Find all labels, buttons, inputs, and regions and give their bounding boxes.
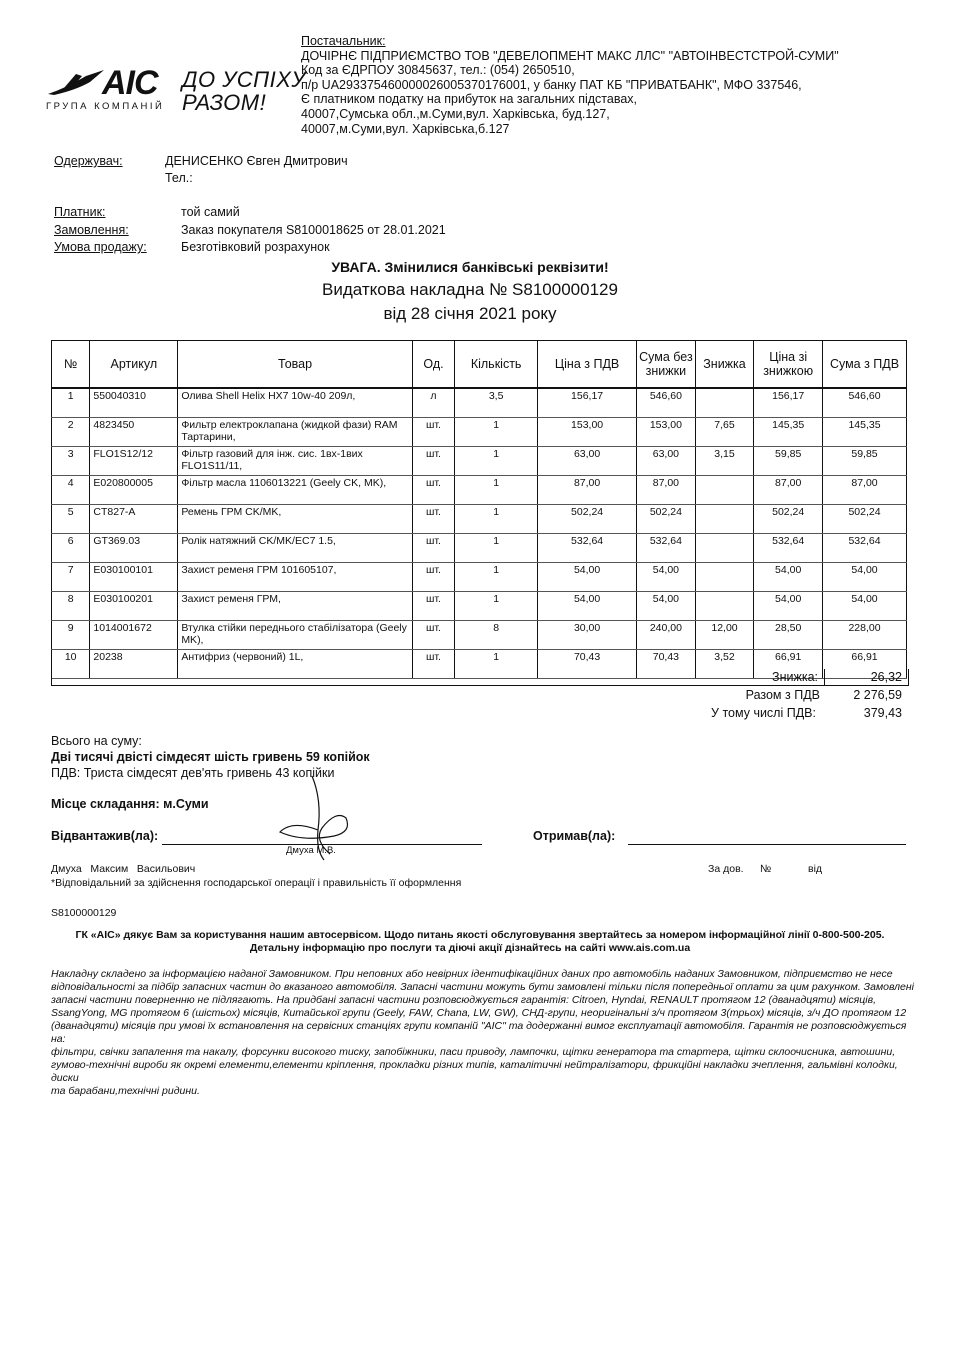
- row-product: Фильтр електроклапана (жидкой фази) RAM Тартарини,: [178, 418, 412, 447]
- row-article: E030100101: [90, 563, 178, 592]
- row-sum: 66,91: [823, 650, 907, 679]
- terms-label: Умова продажу:: [54, 240, 147, 254]
- row-article: 550040310: [90, 388, 178, 418]
- row-num: 3: [52, 447, 90, 476]
- row-price: 63,00: [538, 447, 637, 476]
- row-qty: 1: [455, 418, 538, 447]
- row-price-discounted: 156,17: [754, 388, 823, 418]
- row-sum-no-discount: 502,24: [637, 505, 696, 534]
- items-table: [51, 340, 907, 679]
- recipient-phone: Тел.:: [165, 171, 193, 185]
- row-qty: 8: [455, 621, 538, 650]
- row-article: 4823450: [90, 418, 178, 447]
- proxy-number-label: №: [760, 863, 772, 875]
- signature-scribble-icon: [272, 770, 372, 865]
- row-sum: 145,35: [823, 418, 907, 447]
- row-sum-no-discount: 54,00: [637, 592, 696, 621]
- recipient-label: Одержувач:: [54, 154, 123, 168]
- row-product: Антифриз (червоний) 1L,: [178, 650, 412, 679]
- row-price-discounted: 28,50: [754, 621, 823, 650]
- row-sum-no-discount: 87,00: [637, 476, 696, 505]
- row-unit: шт.: [412, 534, 454, 563]
- row-price-discounted: 502,24: [754, 505, 823, 534]
- row-unit: шт.: [412, 447, 454, 476]
- disclaimer-line: фільтри, свічки запалення та накалу, форсунки високого тиску, запобіжники, паси приводу, лампочки, щітки генератора та стартера, щітки склоочисника, автошини,: [51, 1046, 896, 1058]
- supplier-line: Код за ЄДРПОУ 30845637, тел.: (054) 2650510,: [301, 63, 575, 78]
- disclaimer: [51, 968, 921, 1098]
- logo-brand: AIC: [102, 64, 158, 102]
- row-discount: [695, 388, 754, 418]
- table-row: [52, 476, 907, 505]
- row-discount: [695, 476, 754, 505]
- payer-value: той самий: [181, 205, 240, 219]
- disclaimer-line: відповідальності за підбір запасних частин до вказаного автомобіля. Запасні частини можуть бути замовлені тільки після попередньої оплати за цим рахунком. Замовлені: [51, 981, 915, 993]
- row-price: 87,00: [538, 476, 637, 505]
- row-unit: шт.: [412, 621, 454, 650]
- payer-label: Платник:: [54, 205, 106, 219]
- place-of-issue: Місце складання: м.Суми: [51, 797, 209, 811]
- row-price-discounted: 59,85: [754, 447, 823, 476]
- row-num: 9: [52, 621, 90, 650]
- table-row: [52, 621, 907, 650]
- row-price: 532,64: [538, 534, 637, 563]
- responsible-note: *Відповідальний за здійснення господарської операції і правильність її оформлення: [51, 877, 462, 889]
- discount-total-divider: [824, 669, 825, 685]
- row-qty: 1: [455, 592, 538, 621]
- thanks-line-2: Детальну інформацію про послуги та діючі акції дізнайтесь на сайті www.ais.com.ua: [249, 942, 691, 954]
- supplier-line: п/р UA293375460000026005370176001, у банку ПАТ КБ "ПРИВАТБАНК", МФО 337546,: [301, 77, 802, 92]
- disclaimer-line: та барабани,технічні ридини.: [51, 1085, 200, 1097]
- table-row: [52, 388, 907, 418]
- supplier-block: [301, 34, 839, 136]
- row-num: 10: [52, 650, 90, 679]
- disclaimer-line: запасні частини поверненню не підлягають. На придбані запасні частини розповсюджується гарантія: Citroen, Hyndai, RENAULT протягом 12 (дванадцяти) місяців,: [51, 994, 877, 1006]
- header-article: Артикул: [90, 341, 178, 389]
- shipped-by-name: Дмуха М.В.: [286, 845, 336, 856]
- header-num: №: [52, 341, 90, 389]
- row-qty: 1: [455, 505, 538, 534]
- order-value: Заказ покупателя S8100018625 от 28.01.2021: [181, 223, 446, 237]
- bank-details-warning: УВАГА. Змінилися банківські реквізити!: [331, 259, 609, 275]
- discount-total-box: [51, 669, 909, 686]
- row-sum-no-discount: 70,43: [637, 650, 696, 679]
- row-product: Олива Shell Helix HX7 10w-40 209л,: [178, 388, 412, 418]
- table-row: [52, 505, 907, 534]
- row-unit: шт.: [412, 592, 454, 621]
- row-price: 54,00: [538, 592, 637, 621]
- row-qty: 1: [455, 476, 538, 505]
- row-sum-no-discount: 532,64: [637, 534, 696, 563]
- row-price-discounted: 87,00: [754, 476, 823, 505]
- row-discount: [695, 592, 754, 621]
- supplier-line: 40007,Сумська обл.,м.Суми,вул. Харківська, буд.127,: [301, 106, 610, 121]
- header-discount: Знижка: [695, 341, 754, 389]
- row-article: FLO1S12/12: [90, 447, 178, 476]
- row-qty: 1: [455, 447, 538, 476]
- supplier-name: ДОЧІРНЄ ПІДПРИЄМСТВО ТОВ "ДЕВЕЛОПМЕНТ МАКС ЛЛС" "АВТОІНВЕСТСТРОЙ-СУМИ": [301, 48, 839, 63]
- table-row: [52, 563, 907, 592]
- row-num: 7: [52, 563, 90, 592]
- row-sum: 54,00: [823, 563, 907, 592]
- shipped-by-full-name: Дмуха Максим Васильович: [51, 863, 196, 875]
- slogan-line-1: ДО УСПІХУ: [182, 67, 306, 92]
- row-unit: шт.: [412, 505, 454, 534]
- row-sum: 546,60: [823, 388, 907, 418]
- header-product: Товар: [178, 341, 412, 389]
- logo-subtitle: ГРУПА КОМПАНІЙ: [46, 101, 165, 112]
- proxy-label: За дов.: [708, 863, 744, 875]
- discount-total-value: 26,32: [870, 670, 902, 684]
- total-with-vat-label: Разом з ПДВ: [745, 688, 820, 702]
- table-header-row: [52, 341, 907, 389]
- row-price: 70,43: [538, 650, 637, 679]
- row-sum-no-discount: 240,00: [637, 621, 696, 650]
- row-discount: 12,00: [695, 621, 754, 650]
- row-unit: шт.: [412, 650, 454, 679]
- row-num: 1: [52, 388, 90, 418]
- row-sum-no-discount: 153,00: [637, 418, 696, 447]
- row-product: Захист ременя ГРМ,: [178, 592, 412, 621]
- proxy-from-label: від: [808, 863, 823, 875]
- row-price-discounted: 54,00: [754, 592, 823, 621]
- row-product: Втулка стійки переднього стабілізатора (Geely MK),: [178, 621, 412, 650]
- received-by-line: [628, 843, 906, 845]
- invoice-date: від 28 січня 2021 року: [383, 304, 557, 323]
- row-discount: 3,52: [695, 650, 754, 679]
- row-unit: шт.: [412, 418, 454, 447]
- row-unit: л: [412, 388, 454, 418]
- row-article: E020800005: [90, 476, 178, 505]
- table-row: [52, 534, 907, 563]
- supplier-line: Є платником податку на прибуток на загальних підставах,: [301, 92, 638, 107]
- row-discount: [695, 505, 754, 534]
- row-article: CT827-A: [90, 505, 178, 534]
- row-num: 5: [52, 505, 90, 534]
- row-sum: 228,00: [823, 621, 907, 650]
- row-price-discounted: 54,00: [754, 563, 823, 592]
- row-sum: 54,00: [823, 592, 907, 621]
- row-discount: 7,65: [695, 418, 754, 447]
- row-price: 502,24: [538, 505, 637, 534]
- logo-slogan: [182, 68, 306, 114]
- row-price: 54,00: [538, 563, 637, 592]
- row-discount: [695, 563, 754, 592]
- sum-label: Всього на суму:: [51, 734, 142, 748]
- row-price: 153,00: [538, 418, 637, 447]
- row-price-discounted: 532,64: [754, 534, 823, 563]
- row-num: 2: [52, 418, 90, 447]
- shipped-by-label: Відвантажив(ла):: [51, 829, 159, 843]
- row-article: 1014001672: [90, 621, 178, 650]
- disclaimer-line: (дванадцяти) місяців при умові їх встановлення на сервісних станціях групи компаній "АІС" та додержанні вимог експлуатації автомобіля. Гарантія не розповсюджується на:: [51, 1020, 907, 1045]
- row-qty: 3,5: [455, 388, 538, 418]
- row-qty: 1: [455, 563, 538, 592]
- row-price-discounted: 66,91: [754, 650, 823, 679]
- total-with-vat-value: 2 276,59: [853, 688, 902, 702]
- thanks-line-1: ГК «АІС» дякує Вам за користування нашим автосервісом. Щодо питань якості обслуговування звертайтесь за номером інформаційної лінії 0-800-500-205.: [75, 929, 885, 941]
- row-article: E030100201: [90, 592, 178, 621]
- row-article: 20238: [90, 650, 178, 679]
- row-num: 8: [52, 592, 90, 621]
- row-num: 4: [52, 476, 90, 505]
- row-sum: 59,85: [823, 447, 907, 476]
- row-sum: 532,64: [823, 534, 907, 563]
- sum-amount-words: Дві тисячі двісті сімдесят шість гривень 59 копійок: [51, 750, 370, 764]
- row-product: Ролік натяжний CK/MK/EC7 1.5,: [178, 534, 412, 563]
- row-discount: 3,15: [695, 447, 754, 476]
- vat-total-label: У тому числі ПДВ:: [711, 706, 816, 720]
- table-row: [52, 418, 907, 447]
- row-num: 6: [52, 534, 90, 563]
- header-price: Ціна з ПДВ: [538, 341, 637, 389]
- disclaimer-line: SsangYong, MG протягом 6 (шістьох) місяців, Китайської групи (Geely, FAW, Chana, LW, GW), СНД-групи, неоригінальні з/ч протягом 3(трьох) місяців, з/ч ДО протягом 12: [51, 1007, 907, 1019]
- row-price: 156,17: [538, 388, 637, 418]
- row-qty: 1: [455, 534, 538, 563]
- invoice-title: Видаткова накладна № S8100000129: [322, 280, 618, 299]
- header-sum-no-discount: Сума без знижки: [637, 341, 696, 389]
- header-price-discounted: Ціна зі знижкою: [754, 341, 823, 389]
- row-discount: [695, 534, 754, 563]
- row-sum: 87,00: [823, 476, 907, 505]
- disclaimer-line: гумово-технічні вироби як окремі елементи,елементи кріплення, прокладки різних типів, каталітичні нейтралізатори, фрикційні накладки зчеплення, гальмівні колодки, диски: [51, 1059, 898, 1084]
- plane-logo-icon: [46, 68, 106, 98]
- row-unit: шт.: [412, 563, 454, 592]
- vat-total-value: 379,43: [863, 706, 902, 720]
- header-unit: Од.: [412, 341, 454, 389]
- row-qty: 1: [455, 650, 538, 679]
- row-product: Фільтр масла 1106013221 (Geely CK, MK),: [178, 476, 412, 505]
- table-row: [52, 592, 907, 621]
- supplier-line: 40007,м.Суми,вул. Харківська,б.127: [301, 121, 510, 136]
- vat-amount-words: ПДВ: Триста сімдесят дев'ять гривень 43 копійки: [51, 766, 335, 780]
- row-product: Захист ременя ГРМ 101605107,: [178, 563, 412, 592]
- row-article: GT369.03: [90, 534, 178, 563]
- received-by-label: Отримав(ла):: [533, 829, 616, 843]
- row-product: Ремень ГРМ CK/MK,: [178, 505, 412, 534]
- table-row: [52, 447, 907, 476]
- slogan-line-2: РАЗОМ!: [182, 90, 267, 115]
- supplier-label: Постачальник:: [301, 34, 386, 48]
- header-sum: Сума з ПДВ: [823, 341, 907, 389]
- discount-total-label: Знижка:: [772, 670, 818, 684]
- company-logo: [44, 66, 174, 116]
- row-price: 30,00: [538, 621, 637, 650]
- thanks-block: [0, 929, 940, 955]
- row-unit: шт.: [412, 476, 454, 505]
- recipient-name: ДЕНИСЕНКО Євген Дмитрович: [165, 154, 348, 168]
- document-number: S8100000129: [51, 907, 117, 919]
- row-sum-no-discount: 546,60: [637, 388, 696, 418]
- row-sum-no-discount: 54,00: [637, 563, 696, 592]
- row-sum-no-discount: 63,00: [637, 447, 696, 476]
- order-label: Замовлення:: [54, 223, 129, 237]
- terms-value: Безготівковий розрахунок: [181, 240, 330, 254]
- row-sum: 502,24: [823, 505, 907, 534]
- row-product: Фільтр газовий для інж. сис. 1вх-1вих FLO1S11/11,: [178, 447, 412, 476]
- row-price-discounted: 145,35: [754, 418, 823, 447]
- disclaimer-line: Накладну складено за інформацією наданої Замовником. При неповних або невірних ідентифікаційних даних про автомобіль наданих Замовником, підприємство не несе: [51, 968, 893, 980]
- header-qty: Кількість: [455, 341, 538, 389]
